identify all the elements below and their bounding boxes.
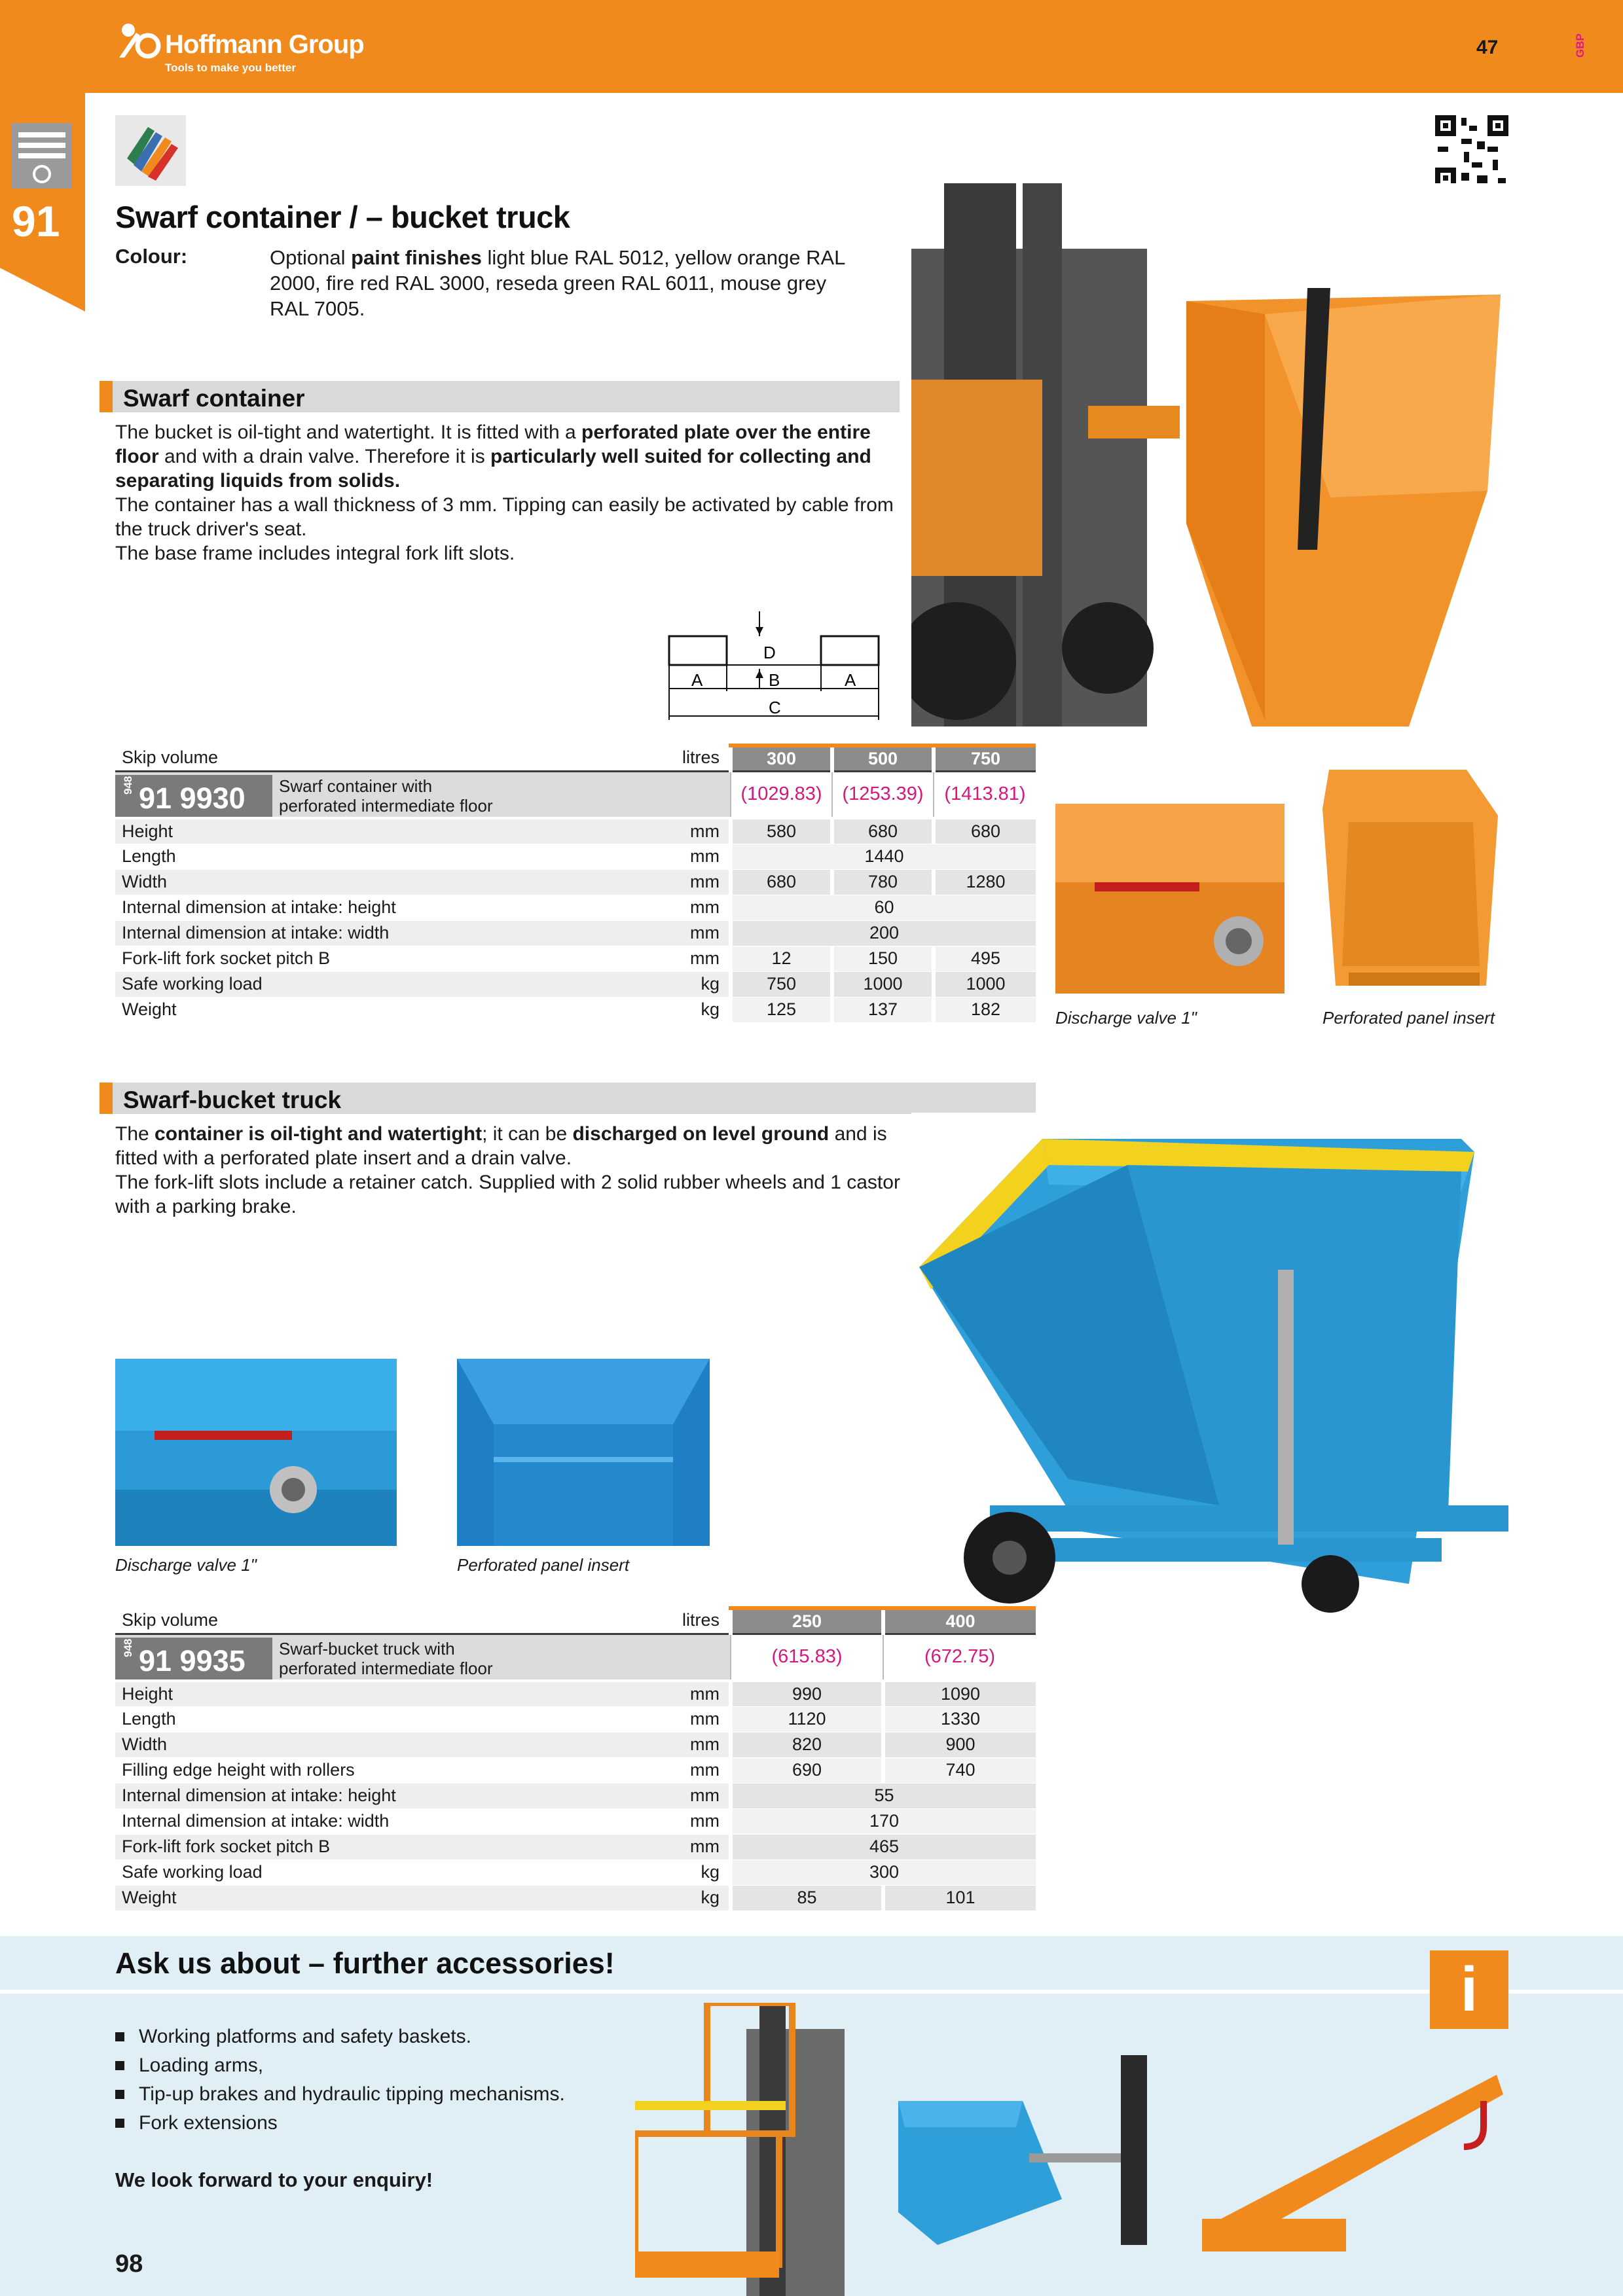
truck-description: The container is oil-tight and watertight; it can be discharged on level ground and is fitted with a perforated plate insert and a drain valve. The fork-lift slots include a retainer catch. Supplied with 2 solid rubber wheels and 1 castor with a parking brake. — [115, 1123, 900, 1217]
header-label: Skip volume — [115, 745, 574, 771]
bucket-truck-photo — [911, 1113, 1508, 1630]
discharge-valve-photo-truck — [115, 1359, 397, 1546]
forklift-container-photo — [911, 183, 1508, 726]
table-header-row — [115, 745, 1036, 771]
list-item: Working platforms and safety baskets. — [115, 2022, 565, 2051]
price-cell: (615.83) — [731, 1634, 883, 1681]
brand-name: Hoffmann Group — [165, 30, 364, 59]
perforated-panel-photo-container — [1322, 770, 1498, 995]
caption-discharge-valve-truck: Discharge valve 1" — [115, 1555, 257, 1575]
order-number: 91 9930 — [139, 781, 246, 815]
dim-label-a-right: A — [845, 670, 856, 690]
table-row: Internal dimension at intake: height mm 60 — [115, 895, 1036, 920]
table-row: Internal dimension at intake: width mm 170 — [115, 1808, 1036, 1834]
language-code: GBP — [1574, 33, 1586, 58]
info-divider — [0, 1990, 1623, 1994]
container-description: The bucket is oil-tight and watertight. It is fitted with a perforated plate over the entire floor and with a drain valve. Therefore it is particularly well suited for collecting and separating liquids from solids. The container has a wall thickness of 3 mm. Tipping can easily be activated by cable from the truck driver's seat. The base frame includes integral fork lift slots. — [115, 422, 894, 564]
table-row: Length mm 1440 — [115, 844, 1036, 869]
table-row: Width mm 680 780 1280 — [115, 869, 1036, 895]
truck-spec-table — [115, 1606, 1036, 1911]
header-unit: litres — [574, 1608, 731, 1634]
brand-tagline: Tools to make you better — [165, 62, 296, 74]
page-title: Swarf container / – bucket truck — [115, 200, 570, 234]
list-item: Fork extensions — [115, 2109, 565, 2138]
dim-label-b: B — [769, 670, 780, 690]
order-number: 91 9935 — [139, 1643, 246, 1677]
table-header-row — [115, 1608, 1036, 1634]
caption-perforated-panel-container: Perforated panel insert — [1322, 1008, 1495, 1028]
table-row: Weight kg 125 137 182 — [115, 997, 1036, 1022]
price-cell: (1413.81) — [934, 771, 1036, 818]
price-cell: (1253.39) — [832, 771, 934, 818]
dim-label-d: D — [763, 643, 776, 662]
order-number-box — [115, 775, 272, 817]
table-row: Weight kg 85 101 — [115, 1885, 1036, 1910]
price-cell: (1029.83) — [731, 771, 832, 818]
list-item: Loading arms, — [115, 2051, 565, 2080]
table-row: Width mm 820 900 — [115, 1732, 1036, 1757]
table-row: Height mm 990 1090 — [115, 1681, 1036, 1706]
qr-code-icon — [1435, 115, 1508, 188]
loading-arm-photo — [1195, 2068, 1510, 2258]
order-prefix: 948 — [122, 1638, 134, 1657]
colour-text: Optional paint finishes light blue RAL 5012, yellow orange RAL 2000, fire red RAL 3000, reseda green RAL 6011, mouse grey RAL 7005. — [270, 246, 845, 320]
caption-discharge-valve-container: Discharge valve 1" — [1055, 1008, 1197, 1028]
table-row: Fork-lift fork socket pitch B mm 465 — [115, 1834, 1036, 1859]
list-item: Tip-up brakes and hydraulic tipping mechanisms. — [115, 2080, 565, 2109]
table-row: Safe working load kg 300 — [115, 1859, 1036, 1885]
page-number-bottom: 98 — [115, 2250, 143, 2278]
table-row: Internal dimension at intake: width mm 200 — [115, 920, 1036, 946]
table-row: Height mm 580 680 680 — [115, 818, 1036, 844]
section-number: 91 — [12, 197, 60, 245]
order-row — [115, 1634, 1036, 1681]
perforated-panel-photo-truck — [457, 1359, 710, 1546]
volume-cell: 500 — [832, 745, 934, 771]
volume-cell: 250 — [731, 1608, 883, 1634]
dim-label-a-left: A — [691, 670, 703, 690]
table-row: Filling edge height with rollers mm 690 740 — [115, 1757, 1036, 1783]
volume-cell: 400 — [883, 1608, 1036, 1634]
container-spec-table — [115, 744, 1036, 1023]
caption-perforated-panel-truck: Perforated panel insert — [457, 1555, 630, 1575]
volume-cell: 750 — [934, 745, 1036, 771]
volume-cell: 300 — [731, 745, 832, 771]
order-description: Swarf container with perforated intermediate floor — [279, 776, 493, 816]
order-prefix: 948 — [122, 776, 134, 795]
header-label: Skip volume — [115, 1608, 574, 1634]
order-description: Swarf-bucket truck with perforated intermediate floor — [279, 1638, 493, 1678]
table-row: Fork-lift fork socket pitch B mm 12 150 495 — [115, 946, 1036, 971]
accessories-list — [115, 2022, 565, 2138]
header-unit: litres — [574, 745, 731, 771]
category-icon — [12, 123, 72, 188]
table-row: Internal dimension at intake: height mm 55 — [115, 1783, 1036, 1808]
table-row: Length mm 1120 1330 — [115, 1706, 1036, 1732]
colour-swatch-icon — [115, 115, 186, 186]
dimension-diagram — [661, 610, 886, 723]
safety-basket-photo — [635, 2003, 851, 2296]
order-number-box — [115, 1638, 272, 1679]
page-number-top: 47 — [1476, 37, 1499, 58]
section-heading-truck: Swarf-bucket truck — [100, 1083, 1036, 1114]
table-row: Safe working load kg 750 1000 1000 — [115, 971, 1036, 997]
price-cell: (672.75) — [883, 1634, 1036, 1681]
dim-label-c: C — [769, 698, 781, 717]
info-heading: Ask us about – further accessories! — [115, 1946, 615, 1980]
colour-label: Colour: — [115, 245, 188, 268]
info-icon: i — [1430, 1950, 1508, 2029]
section-heading-container: Swarf container — [100, 381, 900, 412]
hoffmann-logo-icon — [117, 18, 162, 60]
discharge-valve-photo-container — [1055, 804, 1285, 994]
enquiry-text: We look forward to your enquiry! — [115, 2168, 433, 2191]
tipping-mechanism-photo — [898, 2055, 1164, 2245]
order-row — [115, 771, 1036, 818]
